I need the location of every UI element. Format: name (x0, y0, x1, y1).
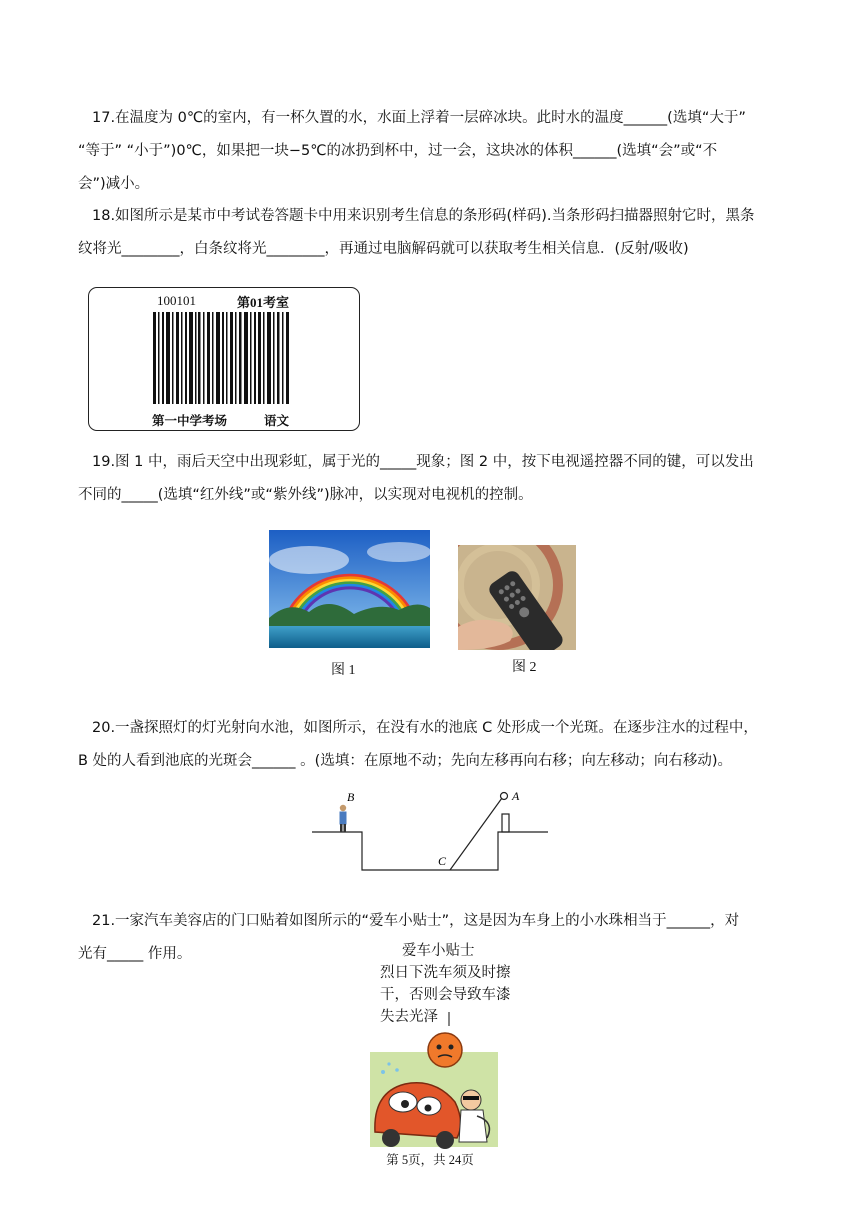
pool-diagram (312, 786, 552, 876)
rainbow-illustration (269, 530, 430, 648)
remote-photo (458, 545, 576, 650)
q17-line2: “等于” “小于”)0℃，如果把一块−5℃的冰扔到杯中，过一会，这块冰的体积______(选填“会”或“不 (78, 143, 718, 159)
remote-illustration (458, 545, 576, 650)
q21-line2: 光有_____ 作用。 (78, 946, 192, 962)
q21-line1: 21.一家汽车美容店的门口贴着如图所示的“爱车小贴士”，这是因为车身上的小水珠相当于______，对 (92, 913, 740, 929)
q17-line3: 会”)减小。 (78, 176, 150, 192)
label-a: A (512, 789, 520, 803)
tip-line1: 烈日下洗车须及时擦 (380, 965, 511, 981)
tip-line3: 失去光泽 (380, 1009, 438, 1025)
tip-line2: 干，否则会导致车漆 (380, 987, 511, 1003)
tip-title: 爱车小贴士 (402, 943, 475, 959)
q18-line1: 18.如图所示是某市中考试卷答题卡中用来识别考生信息的条形码(样码).当条形码扫描器照射它时，黑条 (92, 208, 755, 224)
barcode-school: 第一中学考场 (152, 414, 228, 428)
q19-line2: 不同的_____(选填“红外线”或“紫外线”)脉冲，以实现对电视机的控制。 (78, 487, 533, 503)
figure-2-caption: 图 2 (512, 660, 537, 675)
question-18 (78, 200, 783, 266)
lamp-post (502, 814, 509, 832)
car-cartoon (365, 1012, 505, 1152)
barcode-subject: 语文 (264, 414, 290, 428)
barcode-room: 第01考室 (237, 295, 290, 310)
barcode-number: 100101 (157, 293, 196, 308)
q20-line2: B 处的人看到池底的光斑会______ 。(选填：在原地不动；先向左移再向右移；向左移动；向右移动)。 (78, 753, 732, 769)
question-19 (78, 446, 783, 512)
q20-line1: 20.一盏探照灯的灯光射向水池，如图所示，在没有水的池底 C 处形成一个光斑。在逐步注水的过程中， (92, 720, 758, 736)
barcode-figure (88, 287, 360, 431)
figure-1-caption: 图 1 (331, 663, 356, 678)
q18-line2: 纹将光________，白条纹将光________，再通过电脑解码就可以获取考生相关信息．(反射/吸收) (78, 241, 689, 257)
sun-icon (428, 1033, 462, 1067)
pool-outline (312, 832, 548, 870)
question-20 (78, 712, 783, 778)
q19-line1: 19.图 1 中，雨后天空中出现彩虹，属于光的_____现象；图 2 中，按下电视遥控器不同的键，可以发出 (92, 454, 754, 470)
light-ray (450, 798, 502, 870)
barcode-bars (153, 312, 293, 404)
label-b: B (347, 790, 355, 804)
rainbow-photo (269, 530, 430, 648)
person-icon (340, 805, 347, 832)
q17-line1: 17.在温度为 0℃的室内，有一杯久置的水，水面上浮着一层碎冰块。此时水的温度______(选填“大于” (92, 110, 746, 126)
label-c: C (438, 854, 447, 868)
question-17 (78, 102, 783, 201)
page-footer: 第 5页，共 24页 (386, 1153, 474, 1167)
lamp-icon (501, 793, 508, 800)
